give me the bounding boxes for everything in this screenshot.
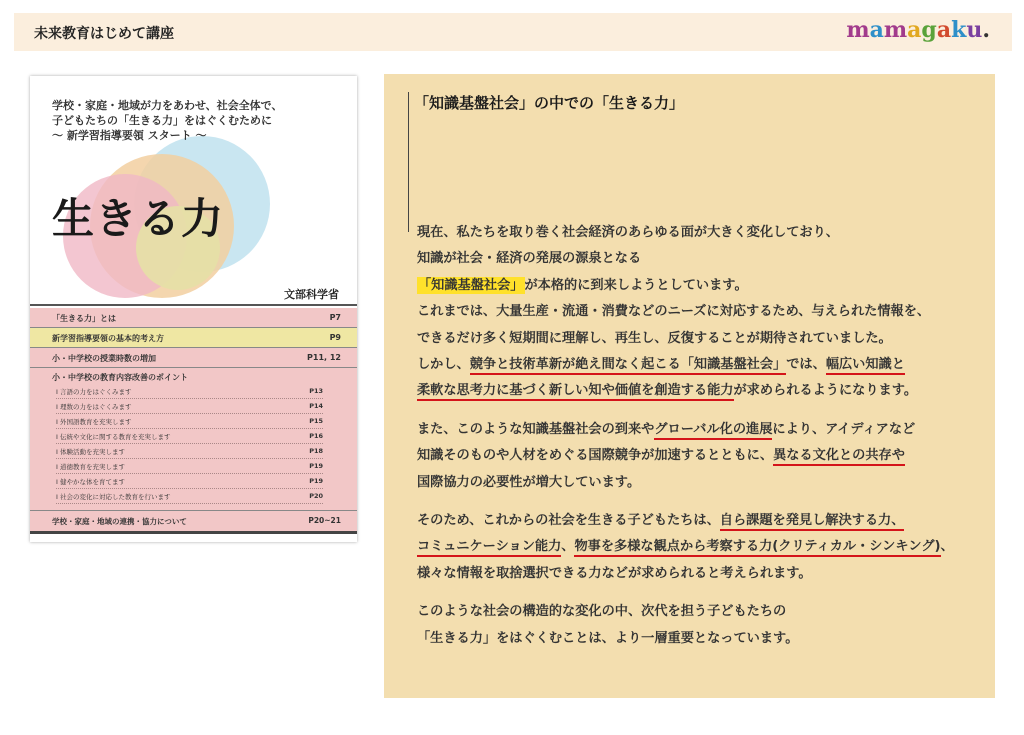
cover-illustration — [30, 76, 357, 306]
explanation-panel — [384, 74, 995, 698]
toc-label: 小・中学校の授業時数の増加 — [52, 354, 156, 363]
cover-title: 生きる力 — [52, 194, 225, 243]
toc-page: P16 — [309, 432, 323, 440]
page-title: 未来教育はじめて講座 — [34, 26, 174, 42]
highlighted-term: 「知識基盤社会」 — [418, 277, 524, 293]
text-segment: また、このような知識基盤社会の到来や — [417, 421, 655, 437]
toc-subitem — [30, 459, 357, 474]
panel-heading: 「知識基盤社会」の中での「生きる力」 — [414, 94, 685, 112]
toc-label: 新学習指導要領の基本的考え方 — [52, 334, 164, 343]
text-line: このような社会の構造的な変化の中、次代を担う子どもたちの — [417, 604, 787, 620]
text-line — [417, 534, 987, 560]
toc-label: I 伝統や文化に関する教育を充実します — [56, 433, 171, 441]
underlined-phrase: 自ら課題を発見し解決する力、 — [720, 513, 905, 531]
text-line — [417, 443, 987, 469]
toc-label: I 理数の力をはぐくみます — [56, 403, 132, 411]
toc-page: P11, 12 — [307, 353, 341, 362]
toc-page: P20 — [309, 492, 323, 500]
logo-letter: a — [869, 17, 884, 43]
text-line: 様々な情報を取捨選択できる力などが求められると考えられます。 — [417, 565, 812, 581]
paragraph — [417, 220, 987, 405]
text-line — [417, 417, 987, 443]
toc-label: 学校・家庭・地域の連携・協力について — [52, 517, 187, 526]
text-line: これまでは、大量生産・流通・消費などのニーズに対応するため、与えられた情報を、 — [417, 304, 931, 320]
underlined-phrase: 幅広い知識と — [826, 357, 905, 375]
divider — [30, 304, 357, 306]
toc-label: I 道徳教育を充実します — [56, 463, 125, 471]
logo-letter: a — [936, 17, 952, 43]
toc-subitem — [30, 489, 357, 504]
text-line — [417, 273, 987, 299]
toc-subitem — [30, 429, 357, 444]
text-line: できるだけ多く短期間に理解し、再生し、反復することが期待されていました。 — [417, 330, 892, 346]
logo-letter: . — [982, 17, 990, 43]
logo-letter: k — [951, 17, 967, 43]
text-segment: 、 — [940, 539, 954, 555]
underlined-phrase: 柔軟な思考力に基づく新しい知や価値を創造する能力 — [417, 383, 734, 401]
toc-row — [30, 308, 357, 328]
logo-letter: m — [846, 17, 870, 43]
page-header — [14, 13, 1012, 51]
text-segment: により、アイディアなど — [772, 421, 916, 437]
toc-subitem — [30, 384, 357, 399]
booklet-cover-image — [30, 76, 357, 542]
toc-label: I 体験活動を充実します — [56, 448, 125, 456]
toc-row — [30, 511, 357, 534]
mamagaku-logo[interactable] — [846, 17, 990, 43]
text-segment: が求められるようになります。 — [733, 383, 918, 399]
toc-page: P19 — [309, 462, 323, 470]
text-segment: では、 — [786, 357, 826, 373]
underlined-phrase: グローバル化の進展 — [654, 422, 772, 440]
toc-page: P18 — [309, 447, 323, 455]
text-line: 知識が社会・経済の発展の源泉となる — [417, 251, 642, 267]
paragraph — [417, 508, 987, 587]
text-line: 国際協力の必要性が増大しています。 — [417, 474, 641, 490]
toc-subitem — [30, 444, 357, 459]
table-of-contents — [30, 308, 357, 534]
toc-page: P20~21 — [308, 516, 341, 525]
paragraph — [417, 599, 987, 652]
logo-letter: a — [907, 17, 922, 43]
toc-section — [30, 368, 357, 511]
vertical-rule — [408, 92, 409, 232]
text-line: 「生きる力」をはぐくむことは、より一層重要となっています。 — [417, 630, 799, 646]
cover-publisher: 文部科学省 — [284, 288, 339, 301]
logo-letter: g — [921, 17, 937, 43]
cover-subtitle-line: 学校・家庭・地域が力をあわせ、社会全体で、 — [52, 99, 283, 112]
text-line — [417, 352, 987, 378]
paragraph — [417, 417, 987, 496]
text-segment: 、 — [561, 539, 575, 555]
toc-subitem — [30, 399, 357, 414]
toc-subitem — [30, 414, 357, 429]
text-line: 現在、私たちを取り巻く社会経済のあらゆる面が大きく変化しており、 — [417, 225, 839, 240]
underlined-phrase: 物事を多様な観点から考察する力(クリティカル・シンキング) — [574, 539, 940, 557]
cover-subtitle-line: ～ 新学習指導要領 スタート ～ — [52, 129, 207, 142]
toc-label: I 健やかな体を育てます — [56, 478, 125, 486]
toc-section-heading: 小・中学校の教育内容改善のポイント — [52, 373, 188, 382]
logo-letter: m — [883, 17, 908, 43]
toc-page: P15 — [309, 417, 323, 425]
underlined-phrase: コミュニケーション能力 — [417, 539, 561, 557]
toc-page: P9 — [329, 333, 341, 342]
toc-label: I 外国語教育を充実します — [56, 418, 132, 426]
toc-page: P13 — [309, 387, 323, 395]
text-segment: しかし、 — [417, 357, 470, 373]
text-line — [417, 508, 987, 534]
toc-page: P19 — [309, 477, 323, 485]
text-segment: 知識そのものや人材をめぐる国際競争が加速するとともに、 — [417, 448, 774, 464]
toc-label: 「生きる力」とは — [52, 314, 116, 323]
toc-row — [30, 328, 357, 348]
toc-subitem — [30, 474, 357, 489]
toc-sub-list — [30, 384, 357, 504]
toc-label: I 社会の変化に対応した教育を行います — [56, 493, 171, 501]
cover-subtitle — [52, 98, 282, 143]
dotted-divider — [56, 503, 323, 504]
text-segment: が本格的に到来しようとしています。 — [524, 277, 748, 293]
underlined-phrase: 異なる文化との共存や — [773, 448, 905, 466]
toc-page: P14 — [309, 402, 323, 410]
cover-subtitle-line: 子どもたちの「生きる力」をはぐくむために — [52, 114, 272, 127]
text-line — [417, 378, 987, 404]
panel-body — [417, 220, 987, 664]
text-segment: そのため、これからの社会を生きる子どもたちは、 — [417, 513, 720, 529]
toc-row — [30, 348, 357, 368]
toc-page: P7 — [329, 313, 341, 322]
logo-letter: u — [966, 17, 983, 43]
underlined-phrase: 競争と技術革新が絶え間なく起こる「知識基盤社会」 — [470, 357, 787, 375]
toc-label: I 言語の力をはぐくみます — [56, 388, 132, 396]
